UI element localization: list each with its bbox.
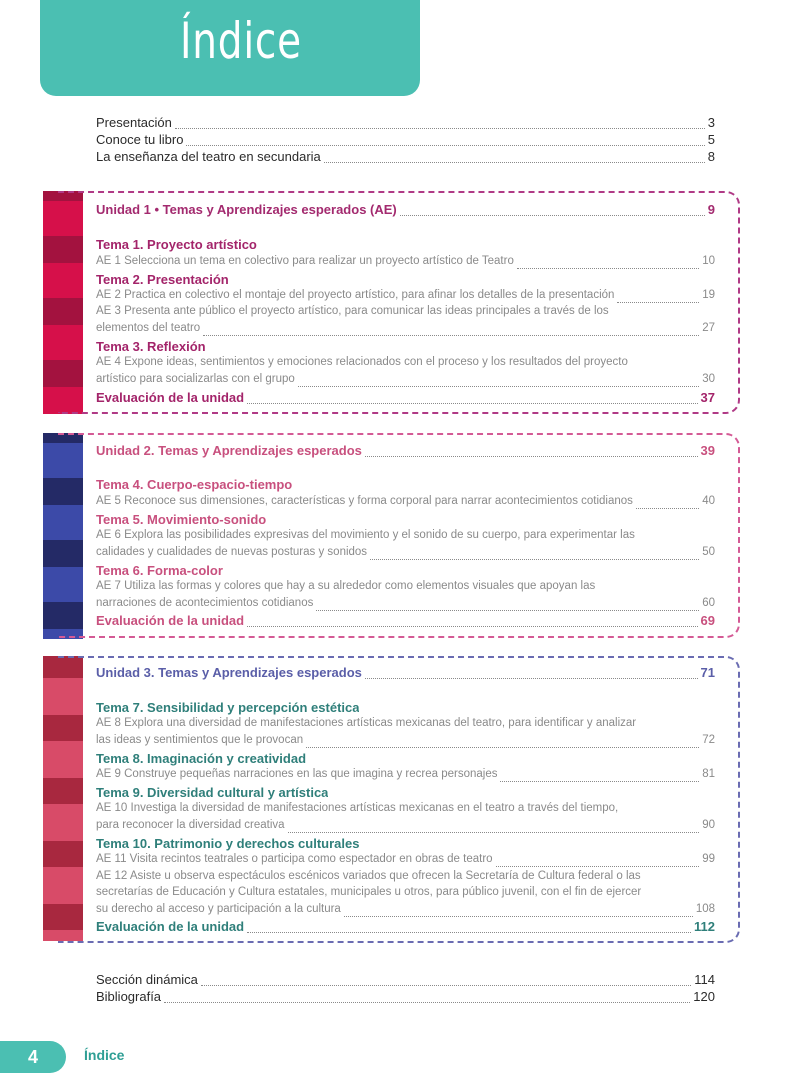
toc-entry-page: 90 [702, 819, 715, 831]
toc-entry-label: Unidad 1 • Temas y Aprendizajes esperados (AE) [96, 202, 397, 217]
toc-entry-label: AE 1 Selecciona un tema en colectivo para realizar un proyecto artístico de Teatro [96, 255, 514, 267]
toc-entry-label: Sección dinámica [96, 972, 198, 987]
toc-entry-label: La enseñanza del teatro en secundaria [96, 149, 321, 164]
toc-entry-page: 114 [694, 972, 715, 987]
toc-entry-ae12[interactable] [96, 903, 715, 920]
toc-entry-page: 71 [700, 665, 715, 680]
dot-leader [365, 678, 698, 679]
tema-4-heading [96, 477, 715, 494]
toc-entry-page: 50 [702, 546, 715, 558]
toc-entry-label: narraciones de acontecimientos cotidianos [96, 597, 314, 609]
toc-entry-label: para reconocer la diversidad creativa [96, 819, 285, 831]
toc-entry-label: artístico para socializarlas con el grupo [96, 373, 295, 385]
toc-entry-ae6[interactable] [96, 546, 715, 563]
unit1-evaluacion[interactable] [96, 390, 715, 407]
dot-leader [324, 162, 705, 163]
tema-8-heading [96, 751, 715, 768]
toc-entry-ae7[interactable] [96, 597, 715, 614]
tema-label: Tema 5. Movimiento-sonido [96, 512, 267, 527]
toc-entry-page: 30 [702, 373, 715, 385]
toc-entry-label: Evaluación de la unidad [96, 919, 245, 934]
toc-entry-page: 3 [707, 115, 715, 130]
toc-entry-page: 19 [702, 289, 715, 301]
toc-entry-page: 9 [707, 202, 715, 217]
toc-entry-label: Presentación [96, 115, 172, 130]
dot-leader [500, 781, 699, 782]
toc-entry-ae2[interactable] [96, 289, 715, 306]
toc-entry-page: 120 [693, 989, 715, 1004]
tema-label: Tema 10. Patrimonio y derechos culturales [96, 836, 360, 851]
toc-entry-label: Bibliografía [96, 989, 162, 1004]
toc-entry-page: 112 [694, 919, 715, 934]
ae4-line-1: AE 4 Expone ideas, sentimientos y emociones relacionados con el proceso y los resultados del proyecto [96, 356, 628, 368]
toc-entry-ensenanza[interactable] [96, 149, 715, 166]
dot-leader [201, 985, 691, 986]
dot-leader [316, 610, 699, 611]
toc-entry-label: Evaluación de la unidad [96, 390, 245, 405]
dot-leader [288, 832, 700, 833]
tema-5-heading [96, 512, 715, 529]
toc-entry-label: Unidad 2. Temas y Aprendizajes esperados [96, 443, 362, 458]
toc-entry-label: AE 2 Practica en colectivo el montaje del proyecto artístico, para afinar los detalles de la presentación [96, 289, 615, 301]
toc-entry-label: AE 11 Visita recintos teatrales o participa como espectador en obras de teatro [96, 853, 493, 865]
toc-entry-label: Evaluación de la unidad [96, 613, 245, 628]
toc-entry-ae1[interactable] [96, 255, 715, 272]
dot-leader [365, 456, 698, 457]
toc-entry-page: 40 [702, 495, 715, 507]
tema-10-heading [96, 836, 715, 853]
tema-label: Tema 8. Imaginación y creatividad [96, 751, 307, 766]
tema-label: Tema 7. Sensibilidad y percepción estética [96, 700, 360, 715]
toc-entry-page: 60 [702, 597, 715, 609]
tema-label: Tema 3. Reflexión [96, 339, 206, 354]
dot-leader [636, 508, 699, 509]
ae12-line-1: AE 12 Asiste u observa espectáculos escénicos variados que ofrecen la Secretaría de Cultura federal o las [96, 870, 641, 882]
toc-entry-label: calidades y cualidades de nuevas posturas y sonidos [96, 546, 368, 558]
dot-leader [517, 268, 699, 269]
unit3-heading[interactable] [96, 665, 715, 682]
tema-label: Tema 9. Diversidad cultural y artística [96, 785, 329, 800]
toc-entry-label: AE 5 Reconoce sus dimensiones, características y forma corporal para narrar acontecimientos cotidianos [96, 495, 633, 507]
dot-leader [186, 145, 704, 146]
page-number-badge: 4 [0, 1041, 66, 1073]
ae10-line-1: AE 10 Investiga la diversidad de manifestaciones artísticas mexicanas en el teatro a través del tiempo, [96, 802, 619, 814]
page-title: Índice [180, 12, 302, 70]
toc-entry-page: 27 [702, 322, 715, 334]
tema-2-heading [96, 272, 715, 289]
toc-entry-page: 39 [700, 443, 715, 458]
unit3-evaluacion[interactable] [96, 919, 715, 936]
tema-label: Tema 2. Presentación [96, 272, 229, 287]
dot-leader [344, 916, 693, 917]
toc-entry-ae5[interactable] [96, 495, 715, 512]
toc-entry-page: 8 [707, 149, 715, 164]
toc-entry-page: 69 [700, 613, 715, 628]
ae12-line-2: secretarías de Educación y Cultura estatales, municipales u otros, para público juvenil, con el fin de ejercer [96, 886, 642, 898]
ae3-line-1: AE 3 Presenta ante público el proyecto artístico, para comunicar las ideas principales a través de los [96, 305, 609, 317]
toc-entry-ae3[interactable] [96, 322, 715, 339]
dot-leader [175, 128, 705, 129]
tema-7-heading [96, 700, 715, 717]
dot-leader [370, 559, 699, 560]
toc-entry-page: 108 [695, 903, 715, 915]
dot-leader [203, 335, 699, 336]
toc-entry-label: las ideas y sentimientos que le provocan [96, 734, 304, 746]
toc-entry-ae9[interactable] [96, 768, 715, 785]
toc-entry-label: elementos del teatro [96, 322, 201, 334]
toc-entry-label: Unidad 3. Temas y Aprendizajes esperados [96, 665, 362, 680]
toc-entry-ae4[interactable] [96, 373, 715, 390]
tema-label: Tema 1. Proyecto artístico [96, 237, 257, 252]
toc-entry-label: su derecho al acceso y participación a la cultura [96, 903, 341, 915]
dot-leader [306, 747, 699, 748]
toc-entry-label: AE 9 Construye pequeñas narraciones en las que imagina y recrea personajes [96, 768, 498, 780]
toc-entry-page: 5 [707, 132, 715, 147]
toc-entry-ae11[interactable] [96, 853, 715, 870]
dot-leader [400, 215, 705, 216]
toc-entry-page: 99 [702, 853, 715, 865]
unit2-evaluacion[interactable] [96, 613, 715, 630]
footer-section-label: Índice [84, 1047, 125, 1063]
dot-leader [247, 626, 697, 627]
tema-9-heading [96, 785, 715, 802]
toc-entry-page: 37 [700, 390, 715, 405]
ae8-line-1: AE 8 Explora una diversidad de manifestaciones artísticas mexicanas del teatro, para identificar y analizar [96, 717, 637, 729]
toc-entry-label: Conoce tu libro [96, 132, 184, 147]
dot-leader [247, 932, 691, 933]
tema-1-heading [96, 237, 715, 254]
toc-entry-ae10[interactable] [96, 819, 715, 836]
ae7-line-1: AE 7 Utiliza las formas y colores que hay a su alrededor como elementos visuales que apoyan las [96, 580, 596, 592]
unit1-heading[interactable] [96, 202, 715, 219]
toc-entry-ae8[interactable] [96, 734, 715, 751]
toc-entry-seccion-dinamica[interactable] [96, 972, 715, 989]
tema-6-heading [96, 563, 715, 580]
toc-entry-page: 10 [702, 255, 715, 267]
tema-3-heading [96, 339, 715, 356]
toc-entry-presentacion[interactable] [96, 115, 715, 132]
ae6-line-1: AE 6 Explora las posibilidades expresivas del movimiento y el sonido de su cuerpo, para experimentar las [96, 529, 635, 541]
toc-entry-page: 72 [702, 734, 715, 746]
dot-leader [298, 386, 699, 387]
dot-leader [247, 403, 697, 404]
tema-label: Tema 6. Forma-color [96, 563, 223, 578]
toc-entry-page: 81 [702, 768, 715, 780]
toc-entry-conoce[interactable] [96, 132, 715, 149]
dot-leader [617, 302, 699, 303]
unit2-heading[interactable] [96, 443, 715, 460]
dot-leader [164, 1002, 690, 1003]
dot-leader [496, 866, 700, 867]
tema-label: Tema 4. Cuerpo-espacio-tiempo [96, 477, 293, 492]
toc-entry-bibliografia[interactable] [96, 989, 715, 1006]
